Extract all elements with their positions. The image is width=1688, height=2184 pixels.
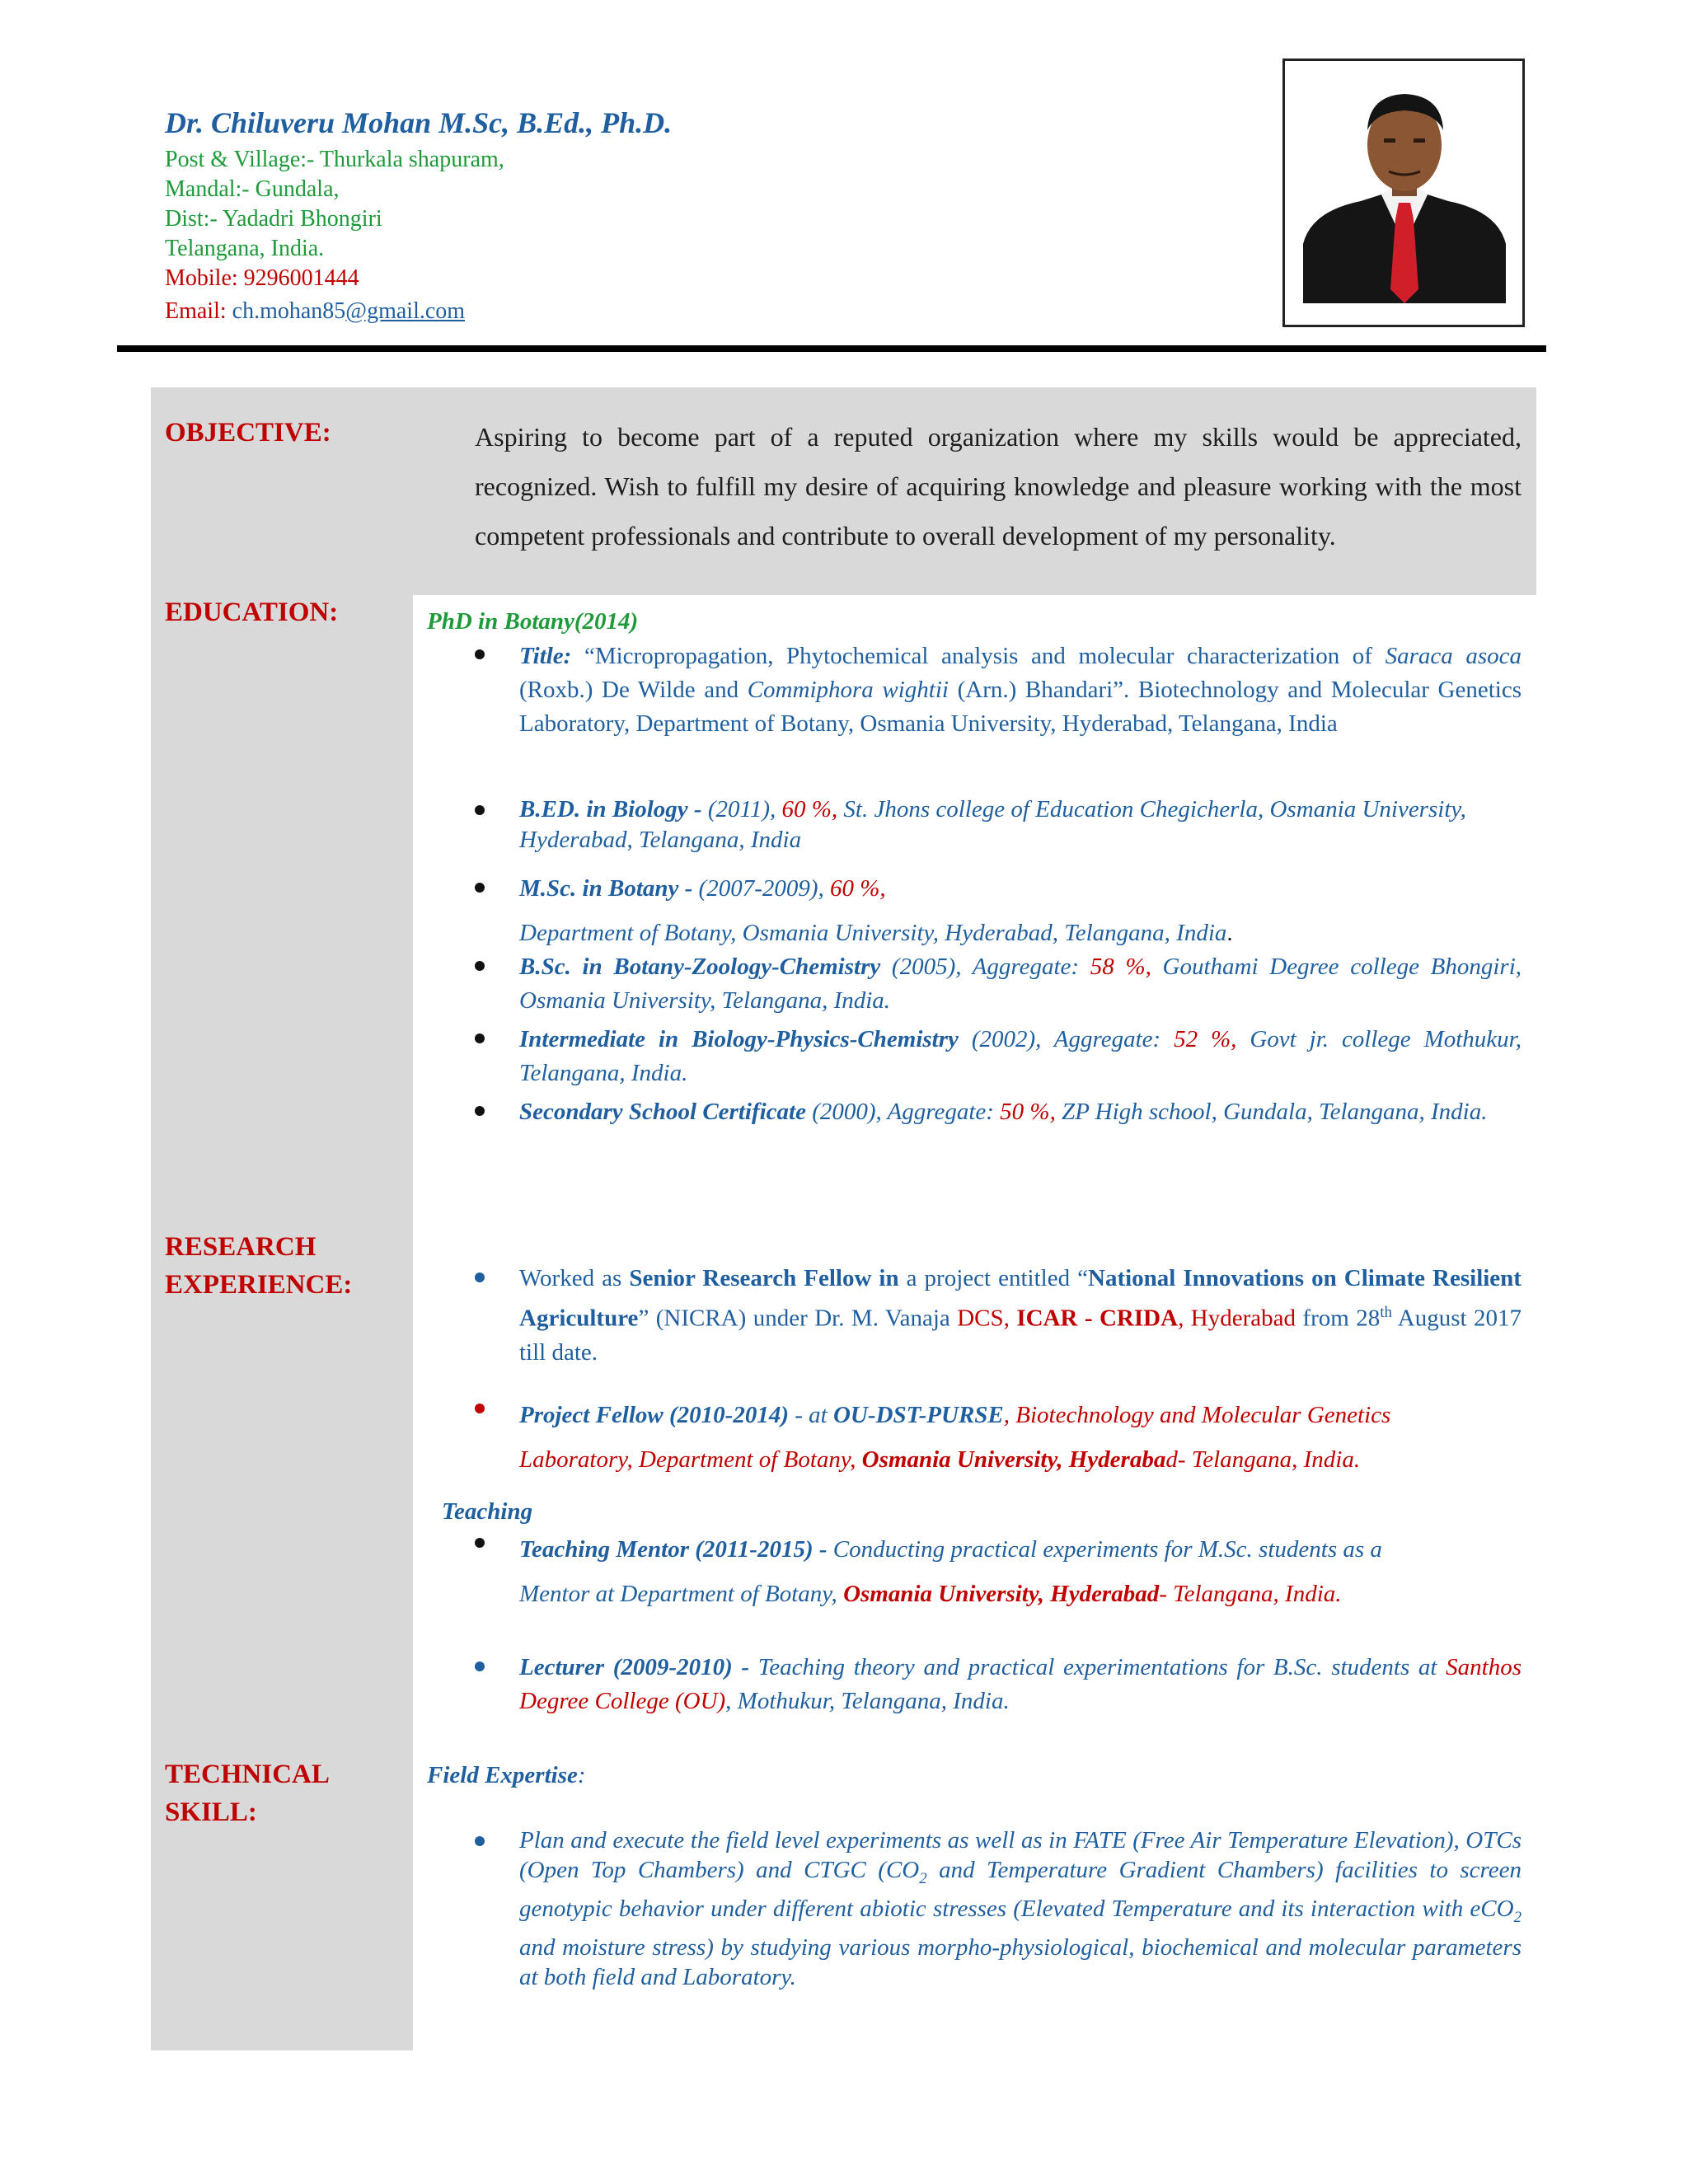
srf-project: National Innovations on Climate Resilient Agriculture	[519, 1265, 1522, 1332]
bullet	[475, 1538, 485, 1548]
fe-text: and Temperature Gradient Chambers) facilities to screen genotypic behavior under different abiotic stresses (Elevated Temperature and its interaction with eCO	[519, 1857, 1522, 1922]
pf-text: Laboratory, Department of Botany,	[519, 1446, 862, 1473]
mobile-number: Mobile: 9296001444	[165, 265, 359, 291]
portrait-photo-icon	[1303, 79, 1506, 303]
section-research-line1: RESEARCH	[165, 1232, 316, 1262]
msc-institution	[519, 916, 1522, 950]
inter-institution: Govt jr. college Mothukur, Telangana, India.	[519, 1026, 1522, 1086]
section-education: EDUCATION:	[165, 598, 339, 627]
bsc-percentage: 58 %,	[1090, 954, 1151, 980]
email-link[interactable]: @gmail.com	[345, 298, 466, 324]
teaching-heading: Teaching	[442, 1498, 533, 1525]
pf-text: , Biotechnology and Molecular Genetics	[1003, 1402, 1391, 1428]
srf-text: a project entitled “	[898, 1265, 1088, 1291]
srf-sup: th	[1380, 1304, 1392, 1321]
tm-label: Teaching Mentor (2011-2015) -	[519, 1536, 828, 1563]
bullet	[475, 649, 485, 659]
field-expertise-heading	[427, 1762, 586, 1789]
bsc-label: B.Sc. in Botany-Zoology-Chemistry	[519, 954, 881, 980]
bed-year: (2011),	[701, 796, 782, 823]
photo-frame	[1282, 59, 1525, 327]
phd-entry	[519, 640, 1522, 741]
section-technical-line2: SKILL:	[165, 1797, 257, 1827]
lec-text: Teaching theory and practical experimentations for B.Sc. students at	[749, 1654, 1447, 1680]
section-research-line2: EXPERIENCE:	[165, 1270, 353, 1300]
bsc-year: (2005), Aggregate:	[880, 954, 1090, 980]
bullet	[475, 1033, 485, 1043]
pf-text: d- Telangana, India.	[1165, 1446, 1361, 1473]
fe-text: and moisture stress) by studying various morpho-physiological, biochemical and molecular parameters at both field and Laboratory.	[519, 1933, 1522, 1990]
address-line: Post & Village:- Thurkala shapuram,	[165, 147, 504, 172]
pf-text: - at	[789, 1402, 833, 1428]
bullet	[475, 1836, 485, 1846]
lec-college: Santhos Degree College (OU)	[519, 1654, 1522, 1714]
section-research-experience	[165, 1228, 352, 1304]
msc-label: M.Sc. in Botany -	[519, 875, 693, 902]
phd-species-1: Saraca asoca	[1385, 643, 1522, 669]
srf-role: Senior Research Fellow in	[629, 1265, 899, 1291]
section-technical-skill	[165, 1755, 330, 1831]
fe-sub: 2	[1513, 1908, 1522, 1926]
pf-label: Project Fellow (2010-2014)	[519, 1402, 790, 1428]
address-line: Dist:- Yadadri Bhongiri	[165, 206, 382, 232]
tm-university: Osmania University, Hyderabad	[843, 1581, 1160, 1607]
srf-text: Worked as	[519, 1265, 630, 1291]
bed-label: B.ED. in Biology -	[519, 796, 702, 823]
ssc-entry	[519, 1095, 1522, 1129]
srf-text: August 2017 till date.	[519, 1305, 1522, 1366]
msc-entry	[519, 872, 1522, 906]
bullet	[475, 1106, 485, 1116]
srf-text: from 28	[1295, 1305, 1381, 1332]
tm-text: Conducting practical experiments for M.Sc. students as a	[827, 1536, 1382, 1563]
project-fellow-entry	[519, 1393, 1522, 1482]
address-line: Telangana, India.	[165, 236, 325, 261]
srf-text: ” (NICRA) under Dr. M. Vanaja	[638, 1305, 958, 1332]
inter-label: Intermediate in Biology-Physics-Chemistry	[519, 1026, 959, 1052]
phd-title-text: (Arn.) Bhandari”. Biotechnology and Molecular Genetics Laboratory, Department of Botany, Osmania University, Hyderabad, Telangana, India	[519, 677, 1522, 737]
srf-dcs: DCS,	[957, 1305, 1017, 1332]
lec-label: Lecturer (2009-2010) -	[519, 1654, 750, 1680]
inter-year: (2002), Aggregate:	[958, 1026, 1175, 1052]
objective-text: Aspiring to become part of a reputed organization where my skills would be appreciated, recognized. Wish to fulfill my desire of acquiring knowledge and pleasure working with the most competent professionals and contribute to overall development of my personality.	[475, 422, 1522, 551]
section-technical-line1: TECHNICAL	[165, 1760, 330, 1789]
bullet	[475, 805, 485, 815]
lecturer-entry	[519, 1651, 1522, 1718]
tm-text: Mentor at Department of Botany,	[519, 1581, 844, 1607]
email-user: ch.mohan85	[232, 298, 346, 324]
field-heading-text: Field Expertise	[427, 1762, 578, 1788]
email-label: Email:	[165, 298, 232, 324]
address-line: Mandal:- Gundala,	[165, 176, 340, 202]
tm-text: - Telangana, India.	[1159, 1581, 1342, 1607]
candidate-name: Dr. Chiluveru Mohan M.Sc, B.Ed., Ph.D.	[165, 106, 673, 139]
bed-percentage: 60 %,	[781, 796, 838, 823]
email-line	[165, 297, 465, 326]
msc-dot: .	[1226, 920, 1233, 946]
header-divider	[117, 345, 1546, 352]
msc-percentage: 60 %,	[830, 875, 886, 902]
bullet	[475, 1272, 485, 1282]
pf-org: OU-DST-PURSE	[832, 1402, 1004, 1428]
bsc-institution: Gouthami Degree college Bhongiri, Osmania University, Telangana, India.	[519, 954, 1522, 1014]
bed-institution: St. Jhons college of Education Chegicherla, Osmania University, Hyderabad, Telangana, India	[519, 796, 1466, 853]
ssc-institution: ZP High school, Gundala, Telangana, India.	[1055, 1099, 1488, 1125]
phd-species-2: Commiphora wightii	[747, 677, 949, 703]
ssc-year: (2000), Aggregate:	[805, 1099, 1001, 1125]
srf-entry	[519, 1262, 1522, 1370]
bullet	[475, 883, 485, 893]
field-expertise-entry	[519, 1825, 1522, 1992]
bed-entry	[519, 794, 1522, 855]
phd-heading: PhD in Botany(2014)	[427, 608, 639, 635]
inter-percentage: 52 %,	[1174, 1026, 1237, 1052]
ssc-label: Secondary School Certificate	[519, 1099, 806, 1125]
phd-title-text: “Micropropagation, Phytochemical analysis and molecular characterization of	[571, 643, 1386, 669]
lec-text: , Mothukur, Telangana, India.	[725, 1688, 1010, 1714]
srf-org: ICAR - CRIDA	[1016, 1305, 1179, 1332]
msc-institution-text: Department of Botany, Osmania University, Hyderabad, Telangana, India	[519, 920, 1227, 946]
teaching-mentor-entry	[519, 1527, 1522, 1616]
pf-university: Osmania University, Hyderaba	[861, 1446, 1166, 1473]
phd-title-label: Title:	[519, 643, 572, 669]
bullet	[475, 1404, 485, 1413]
field-heading-colon: :	[577, 1762, 586, 1788]
bullet	[475, 961, 485, 971]
msc-year: (2007-2009),	[692, 875, 831, 902]
fe-sub: 2	[919, 1869, 927, 1887]
bullet	[475, 1661, 485, 1671]
fe-text: Plan and execute the field level experiments as well as in FATE (Free Air Temperature Elevation), OTCs (Open Top Chambers) and CTGC (CO	[519, 1827, 1522, 1883]
inter-entry	[519, 1023, 1522, 1090]
section-objective: OBJECTIVE:	[165, 418, 331, 448]
bsc-entry	[519, 950, 1522, 1018]
ssc-percentage: 50 %,	[1000, 1099, 1056, 1125]
phd-title-text: (Roxb.) De Wilde and	[519, 677, 748, 703]
srf-city: , Hyderabad	[1178, 1305, 1296, 1332]
